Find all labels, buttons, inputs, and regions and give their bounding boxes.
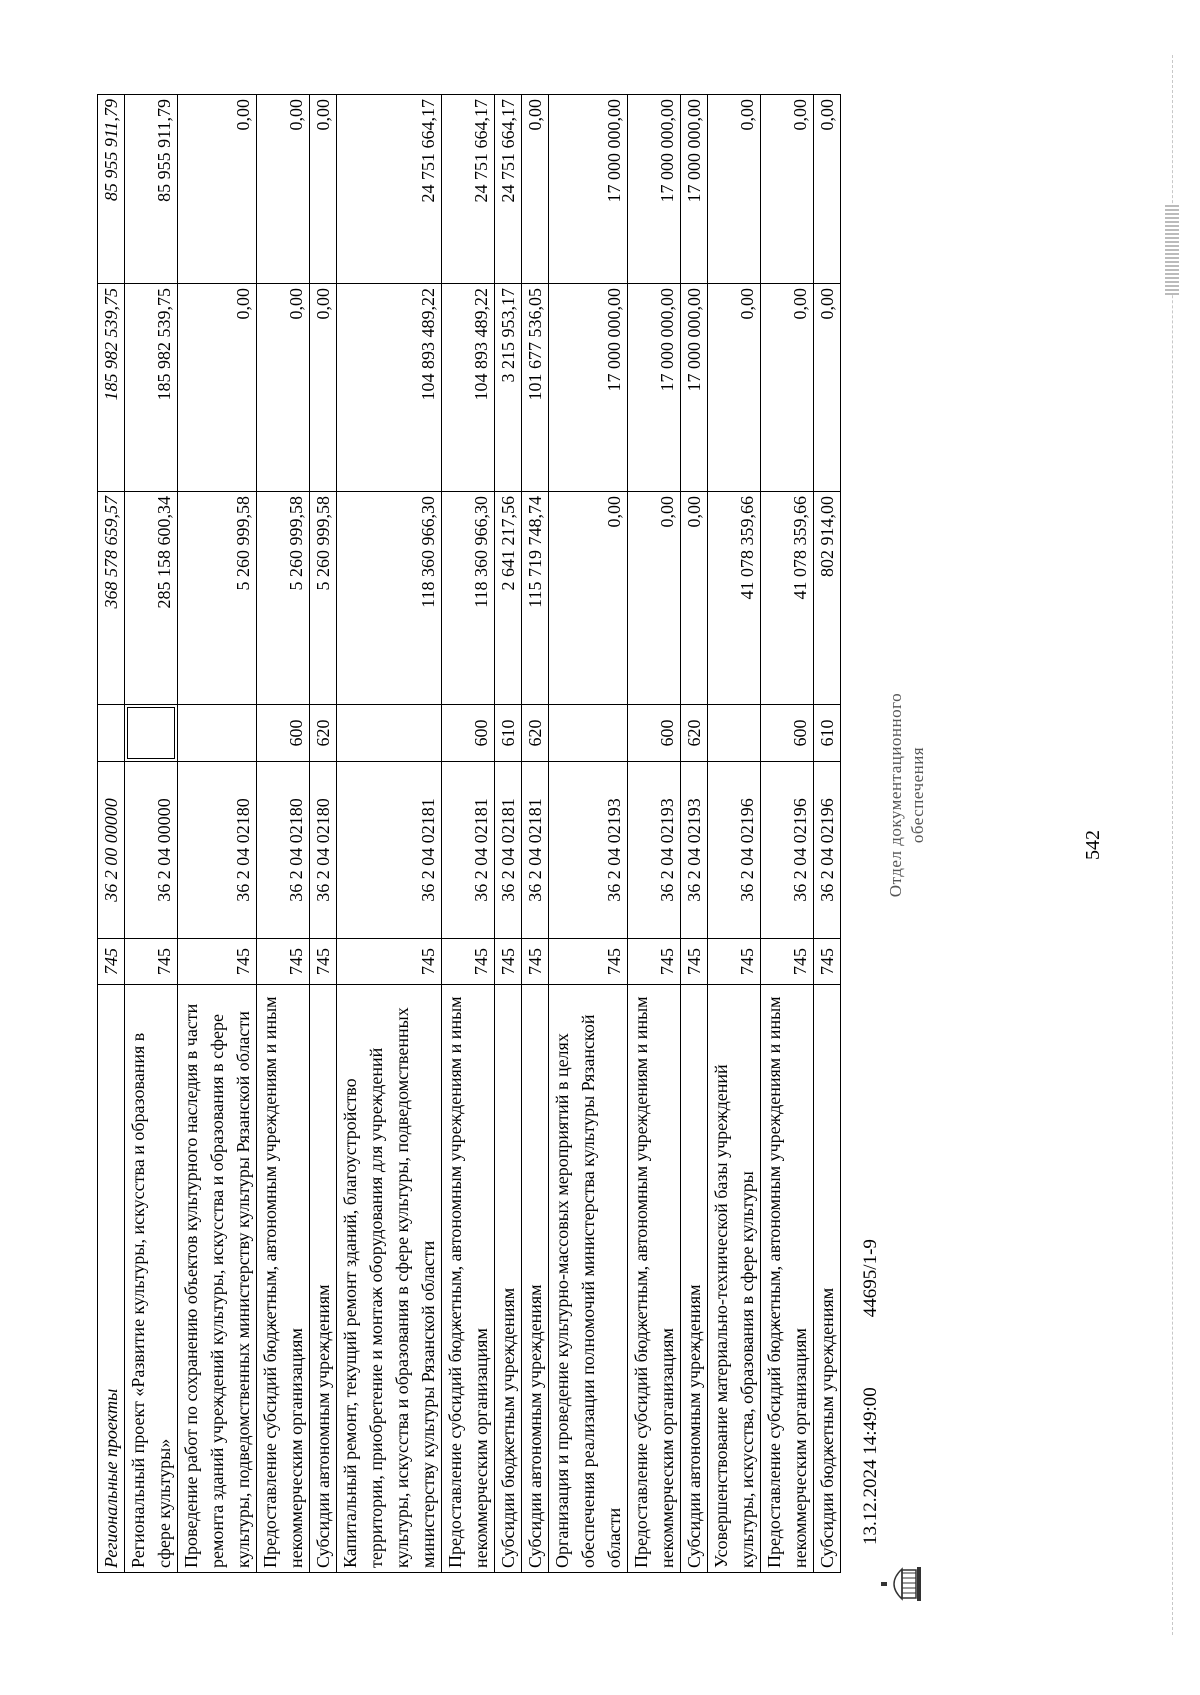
cell-name: Предоставление субсидий бюджетным, автономным учреждениям и иным некоммерческим организациям bbox=[628, 985, 681, 1573]
cell-ved: 745 bbox=[98, 939, 125, 985]
cell-vr: 620 bbox=[522, 705, 549, 762]
cell-csr: 36 2 04 02181 bbox=[337, 762, 442, 939]
cell-amount-3: 0,00 bbox=[761, 95, 814, 284]
cell-vr: 610 bbox=[814, 705, 841, 762]
cell-name: Субсидии автономным учреждениям bbox=[310, 985, 337, 1573]
cell-amount-2: 104 893 489,22 bbox=[337, 284, 442, 492]
cell-amount-1: 368 578 659,57 bbox=[98, 492, 125, 705]
cell-ved: 745 bbox=[681, 939, 708, 985]
table-row bbox=[442, 95, 495, 1573]
cell-ved: 745 bbox=[628, 939, 681, 985]
stamp-line-2: обеспечения bbox=[908, 746, 927, 844]
cell-csr: 36 2 04 02180 bbox=[178, 762, 257, 939]
cell-amount-2: 0,00 bbox=[708, 284, 761, 492]
cell-name: Субсидии бюджетным учреждениям bbox=[814, 985, 841, 1573]
cell-vr: 620 bbox=[310, 705, 337, 762]
cell-name: Субсидии автономным учреждениям bbox=[681, 985, 708, 1573]
cell-amount-2: 17 000 000,00 bbox=[549, 284, 628, 492]
cell-ved: 745 bbox=[814, 939, 841, 985]
cell-amount-1: 41 078 359,66 bbox=[761, 492, 814, 705]
cell-csr: 36 2 04 02196 bbox=[708, 762, 761, 939]
cell-amount-3: 17 000 000,00 bbox=[681, 95, 708, 284]
cell-name: Региональный проект «Развитие культуры, искусства и образования в сфере культуры» bbox=[125, 985, 178, 1573]
cell-csr: 36 2 04 02193 bbox=[549, 762, 628, 939]
cell-ved: 745 bbox=[549, 939, 628, 985]
budget-table bbox=[97, 94, 841, 1573]
cell-amount-1: 5 260 999,58 bbox=[257, 492, 310, 705]
cell-ved: 745 bbox=[522, 939, 549, 985]
stamp-line-1: Отдел документационного bbox=[886, 692, 905, 898]
cell-amount-1: 118 360 966,30 bbox=[442, 492, 495, 705]
cell-vr: 600 bbox=[257, 705, 310, 762]
footer-timestamp: 13.12.2024 14:49:00 bbox=[860, 1387, 881, 1545]
cell-amount-3: 85 955 911,79 bbox=[125, 95, 178, 284]
cell-name: Региональные проекты bbox=[98, 985, 125, 1573]
cell-csr: 36 2 04 02181 bbox=[495, 762, 522, 939]
table-row bbox=[495, 95, 522, 1573]
cell-vr bbox=[98, 705, 125, 762]
cell-ved: 745 bbox=[761, 939, 814, 985]
scan-artifact bbox=[1165, 205, 1179, 295]
cell-amount-2: 0,00 bbox=[761, 284, 814, 492]
cell-csr: 36 2 04 02181 bbox=[442, 762, 495, 939]
cell-name: Предоставление субсидий бюджетным, автономным учреждениям и иным некоммерческим организациям bbox=[257, 985, 310, 1573]
footer-doc-number: 44695/1-9 bbox=[860, 1239, 881, 1318]
cell-csr: 36 2 04 00000 bbox=[125, 762, 178, 939]
cell-amount-3: 17 000 000,00 bbox=[628, 95, 681, 284]
table-row bbox=[628, 95, 681, 1573]
cell-amount-1: 5 260 999,58 bbox=[310, 492, 337, 705]
cell-ved: 745 bbox=[257, 939, 310, 985]
cell-amount-1: 2 641 217,56 bbox=[495, 492, 522, 705]
cell-amount-2: 0,00 bbox=[178, 284, 257, 492]
cell-vr bbox=[708, 705, 761, 762]
cell-amount-1: 118 360 966,30 bbox=[337, 492, 442, 705]
cell-amount-2: 17 000 000,00 bbox=[628, 284, 681, 492]
cell-amount-3: 0,00 bbox=[522, 95, 549, 284]
cell-amount-2: 0,00 bbox=[310, 284, 337, 492]
table-section-row bbox=[98, 95, 125, 1573]
cell-ved: 745 bbox=[310, 939, 337, 985]
cell-amount-2: 0,00 bbox=[814, 284, 841, 492]
table-row bbox=[761, 95, 814, 1573]
cell-name: Предоставление субсидий бюджетным, автономным учреждениям и иным некоммерческим организациям bbox=[442, 985, 495, 1573]
cell-csr: 36 2 04 02196 bbox=[814, 762, 841, 939]
cell-ved: 745 bbox=[337, 939, 442, 985]
cell-vr bbox=[178, 705, 257, 762]
cell-name: Проведение работ по сохранению объектов культурного наследия в части ремонта зданий учреждений культуры, искусства и образования в сфере культуры, подведомственных министерству культуры Рязанской области bbox=[178, 985, 257, 1573]
table-row bbox=[178, 95, 257, 1573]
cell-name: Организация и проведение культурно-массовых мероприятий в целях обеспечения реализации полномочий министерства культуры Рязанской области bbox=[549, 985, 628, 1573]
cell-ved: 745 bbox=[442, 939, 495, 985]
table-row bbox=[125, 95, 178, 1573]
cell-amount-1: 0,00 bbox=[681, 492, 708, 705]
department-stamp bbox=[885, 655, 929, 935]
table-row bbox=[337, 95, 442, 1573]
cell-vr bbox=[125, 705, 178, 762]
cell-amount-3: 0,00 bbox=[257, 95, 310, 284]
cell-amount-3: 85 955 911,79 bbox=[98, 95, 125, 284]
cell-name: Субсидии бюджетным учреждениям bbox=[495, 985, 522, 1573]
cell-ved: 745 bbox=[125, 939, 178, 985]
cell-amount-3: 0,00 bbox=[708, 95, 761, 284]
cell-amount-2: 104 893 489,22 bbox=[442, 284, 495, 492]
cell-csr: 36 2 04 02180 bbox=[310, 762, 337, 939]
cell-csr: 36 2 04 02196 bbox=[761, 762, 814, 939]
cell-amount-1: 41 078 359,66 bbox=[708, 492, 761, 705]
cell-amount-3: 24 751 664,17 bbox=[495, 95, 522, 284]
cell-amount-1: 0,00 bbox=[549, 492, 628, 705]
cell-ved: 745 bbox=[495, 939, 522, 985]
table-row bbox=[310, 95, 337, 1573]
table-row bbox=[814, 95, 841, 1573]
cell-amount-2: 101 677 536,05 bbox=[522, 284, 549, 492]
table-row bbox=[257, 95, 310, 1573]
duma-logo-icon bbox=[880, 1565, 924, 1603]
cell-amount-1: 5 260 999,58 bbox=[178, 492, 257, 705]
cell-csr: 36 2 04 02193 bbox=[681, 762, 708, 939]
footer bbox=[860, 1239, 882, 1545]
cell-name: Субсидии автономным учреждениям bbox=[522, 985, 549, 1573]
cell-csr: 36 2 00 00000 bbox=[98, 762, 125, 939]
cell-name: Предоставление субсидий бюджетным, автономным учреждениям и иным некоммерческим организациям bbox=[761, 985, 814, 1573]
cell-vr: 600 bbox=[442, 705, 495, 762]
cell-amount-1: 115 719 748,74 bbox=[522, 492, 549, 705]
empty-cell-box bbox=[127, 707, 175, 759]
cell-csr: 36 2 04 02180 bbox=[257, 762, 310, 939]
cell-amount-3: 24 751 664,17 bbox=[442, 95, 495, 284]
cell-vr bbox=[549, 705, 628, 762]
cell-name: Капитальный ремонт, текущий ремонт зданий, благоустройство территории, приобретение и монтаж оборудования для учреждений культуры, искусства и образования в сфере культуры, подведомственных министерству культуры Рязанской области bbox=[337, 985, 442, 1573]
cell-amount-2: 0,00 bbox=[257, 284, 310, 492]
cell-amount-3: 17 000 000,00 bbox=[549, 95, 628, 284]
table-row bbox=[522, 95, 549, 1573]
cell-name: Усовершенствование материально-технической базы учреждений культуры, искусства, образования в сфере культуры bbox=[708, 985, 761, 1573]
cell-amount-3: 24 751 664,17 bbox=[337, 95, 442, 284]
table-row bbox=[549, 95, 628, 1573]
page-number: 542 bbox=[1082, 830, 1104, 860]
cell-vr: 600 bbox=[628, 705, 681, 762]
cell-amount-2: 185 982 539,75 bbox=[98, 284, 125, 492]
cell-amount-1: 0,00 bbox=[628, 492, 681, 705]
cell-vr: 620 bbox=[681, 705, 708, 762]
table-row bbox=[708, 95, 761, 1573]
cell-amount-3: 0,00 bbox=[814, 95, 841, 284]
cell-amount-3: 0,00 bbox=[178, 95, 257, 284]
cell-amount-2: 17 000 000,00 bbox=[681, 284, 708, 492]
table-row bbox=[681, 95, 708, 1573]
cell-amount-1: 285 158 600,34 bbox=[125, 492, 178, 705]
cell-vr: 600 bbox=[761, 705, 814, 762]
cell-csr: 36 2 04 02181 bbox=[522, 762, 549, 939]
cell-amount-3: 0,00 bbox=[310, 95, 337, 284]
cell-csr: 36 2 04 02193 bbox=[628, 762, 681, 939]
cell-ved: 745 bbox=[708, 939, 761, 985]
cell-amount-1: 802 914,00 bbox=[814, 492, 841, 705]
cell-amount-2: 185 982 539,75 bbox=[125, 284, 178, 492]
cell-ved: 745 bbox=[178, 939, 257, 985]
cell-vr: 610 bbox=[495, 705, 522, 762]
cell-amount-2: 3 215 953,17 bbox=[495, 284, 522, 492]
cell-vr bbox=[337, 705, 442, 762]
